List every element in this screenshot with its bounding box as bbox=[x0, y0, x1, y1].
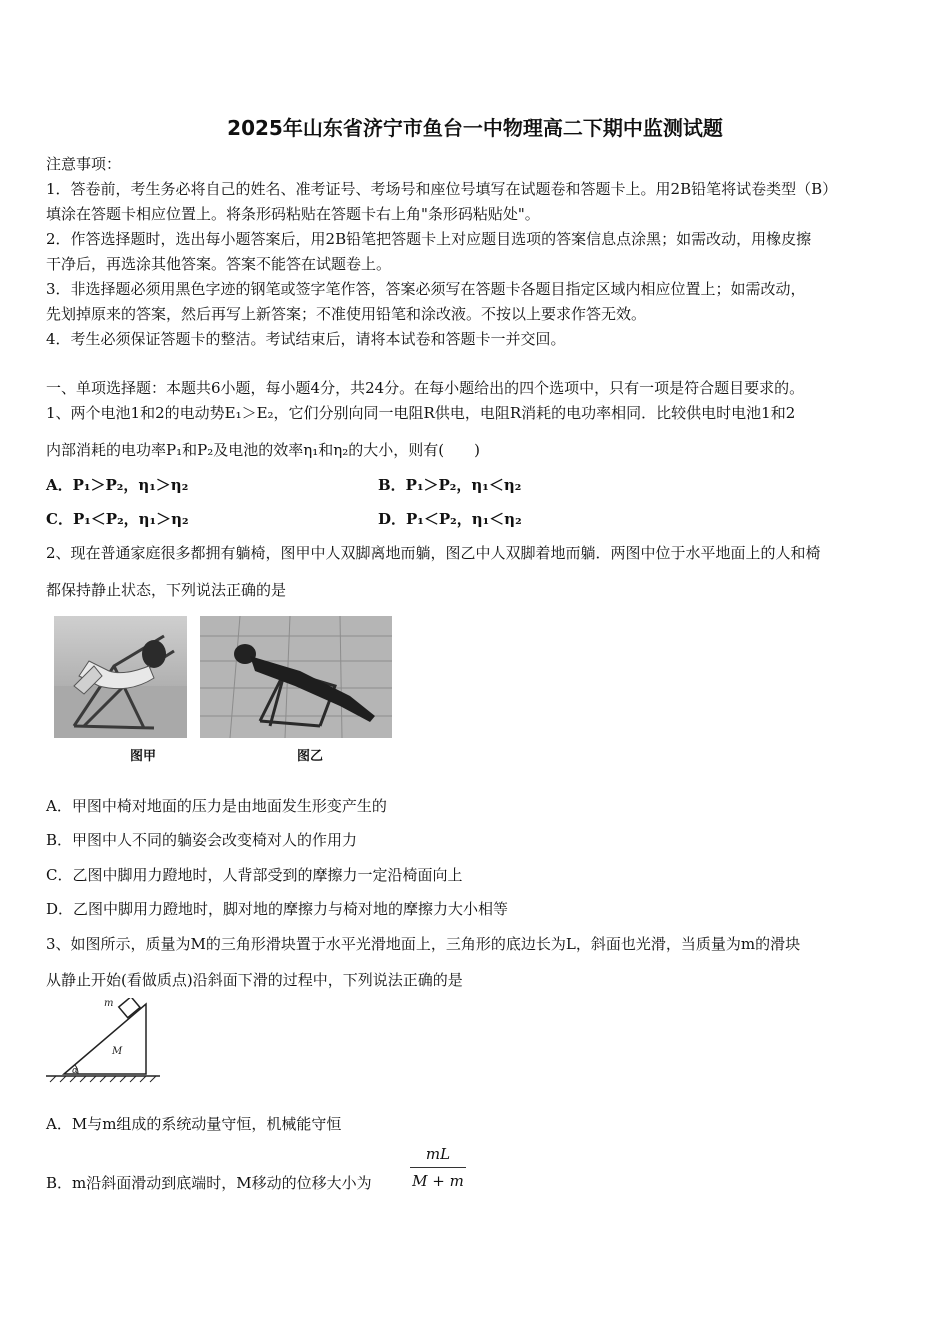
notice-line-7: 4．考生必须保证答题卡的整洁。考试结束后，请将本试卷和答题卡一并交回。 bbox=[46, 330, 566, 348]
q1-option-b: B．P₁＞P₂，η₁＜η₂ bbox=[378, 476, 522, 494]
q3-option-b: B．m沿斜面滑动到底端时，M移动的位移大小为 bbox=[46, 1174, 372, 1192]
q2-option-b: B．甲图中人不同的躺姿会改变椅对人的作用力 bbox=[46, 831, 358, 849]
q1-stem-line-1: 1、两个电池1和2的电动势E₁＞E₂，它们分别向同一电阻R供电，电阻R消耗的电功率相同．比较供电时电池1和2 bbox=[46, 404, 796, 422]
notice-line-2: 填涂在答题卡相应位置上。将条形码粘贴在答题卡右上角"条形码粘贴处"。 bbox=[46, 205, 540, 223]
notice-line-6: 先划掉原来的答案，然后再写上新答案；不准使用铅笔和涂改液。不按以上要求作答无效。 bbox=[46, 305, 647, 323]
section-heading: 一、单项选择题：本题共6小题，每小题4分，共24分。在每小题给出的四个选项中，只有一项是符合题目要求的。 bbox=[46, 379, 805, 397]
notice-line-5: 3．非选择题必须用黑色字迹的钢笔或签字笔作答，答案必须写在答题卡各题目指定区域内相应位置上；如需改动， bbox=[46, 280, 806, 298]
fraction-numerator: mL bbox=[410, 1145, 466, 1168]
incline-diagram bbox=[44, 998, 162, 1084]
label-block-mass: m bbox=[104, 998, 114, 1009]
page-title: 2025年山东省济宁市鱼台一中物理高二下期中监测试题 bbox=[227, 116, 723, 140]
photo-caption-b: 图乙 bbox=[297, 749, 324, 764]
photo-recliner-feet-off-ground bbox=[54, 616, 187, 738]
q2-stem-line-2: 都保持静止状态，下列说法正确的是 bbox=[46, 581, 287, 599]
fraction-denominator: M + m bbox=[412, 1172, 464, 1190]
q2-option-a: A．甲图中椅对地面的压力是由地面发生形变产生的 bbox=[46, 797, 387, 815]
q3-stem-line-1: 3、如图所示，质量为M的三角形滑块置于水平光滑地面上，三角形的底边长为L，斜面也光滑，当质量为m的滑块 bbox=[46, 935, 801, 953]
q3-stem-line-2: 从静止开始(看做质点)沿斜面下滑的过程中，下列说法正确的是 bbox=[46, 971, 463, 989]
q2-option-c: C．乙图中脚用力蹬地时，人背部受到的摩擦力一定沿椅面向上 bbox=[46, 866, 463, 884]
photo-caption-a: 图甲 bbox=[130, 749, 157, 764]
q2-stem-line-1: 2、现在普通家庭很多都拥有躺椅，图甲中人双脚离地而躺，图乙中人双脚着地而躺．两图中位于水平地面上的人和椅 bbox=[46, 544, 821, 562]
label-wedge-mass: M bbox=[112, 1046, 123, 1057]
label-angle: α bbox=[72, 1066, 79, 1076]
notice-line-1: 1．答卷前，考生务必将自己的姓名、准考证号、考场号和座位号填写在试题卷和答题卡上。用2B铅笔将试卷类型（B） bbox=[46, 180, 838, 198]
fraction-displacement bbox=[410, 1145, 466, 1190]
notice-line-4: 干净后，再选涂其他答案。答案不能答在试题卷上。 bbox=[46, 255, 392, 273]
photo-recliner-feet-on-ground bbox=[200, 616, 392, 738]
notice-line-3: 2．作答选择题时，选出每小题答案后，用2B铅笔把答题卡上对应题目选项的答案信息点涂黑；如需改动，用橡皮擦 bbox=[46, 230, 812, 248]
notice-heading: 注意事项： bbox=[46, 155, 122, 173]
q1-option-d: D．P₁＜P₂，η₁＜η₂ bbox=[378, 510, 522, 528]
q1-option-a: A．P₁＞P₂，η₁＞η₂ bbox=[46, 476, 189, 494]
q1-option-c: C．P₁＜P₂，η₁＞η₂ bbox=[46, 510, 189, 528]
q1-stem-line-2: 内部消耗的电功率P₁和P₂及电池的效率η₁和η₂的大小，则有( ) bbox=[46, 441, 480, 459]
q3-option-a: A．M与m组成的系统动量守恒，机械能守恒 bbox=[46, 1115, 342, 1133]
q2-option-d: D．乙图中脚用力蹬地时，脚对地的摩擦力与椅对地的摩擦力大小相等 bbox=[46, 900, 509, 918]
